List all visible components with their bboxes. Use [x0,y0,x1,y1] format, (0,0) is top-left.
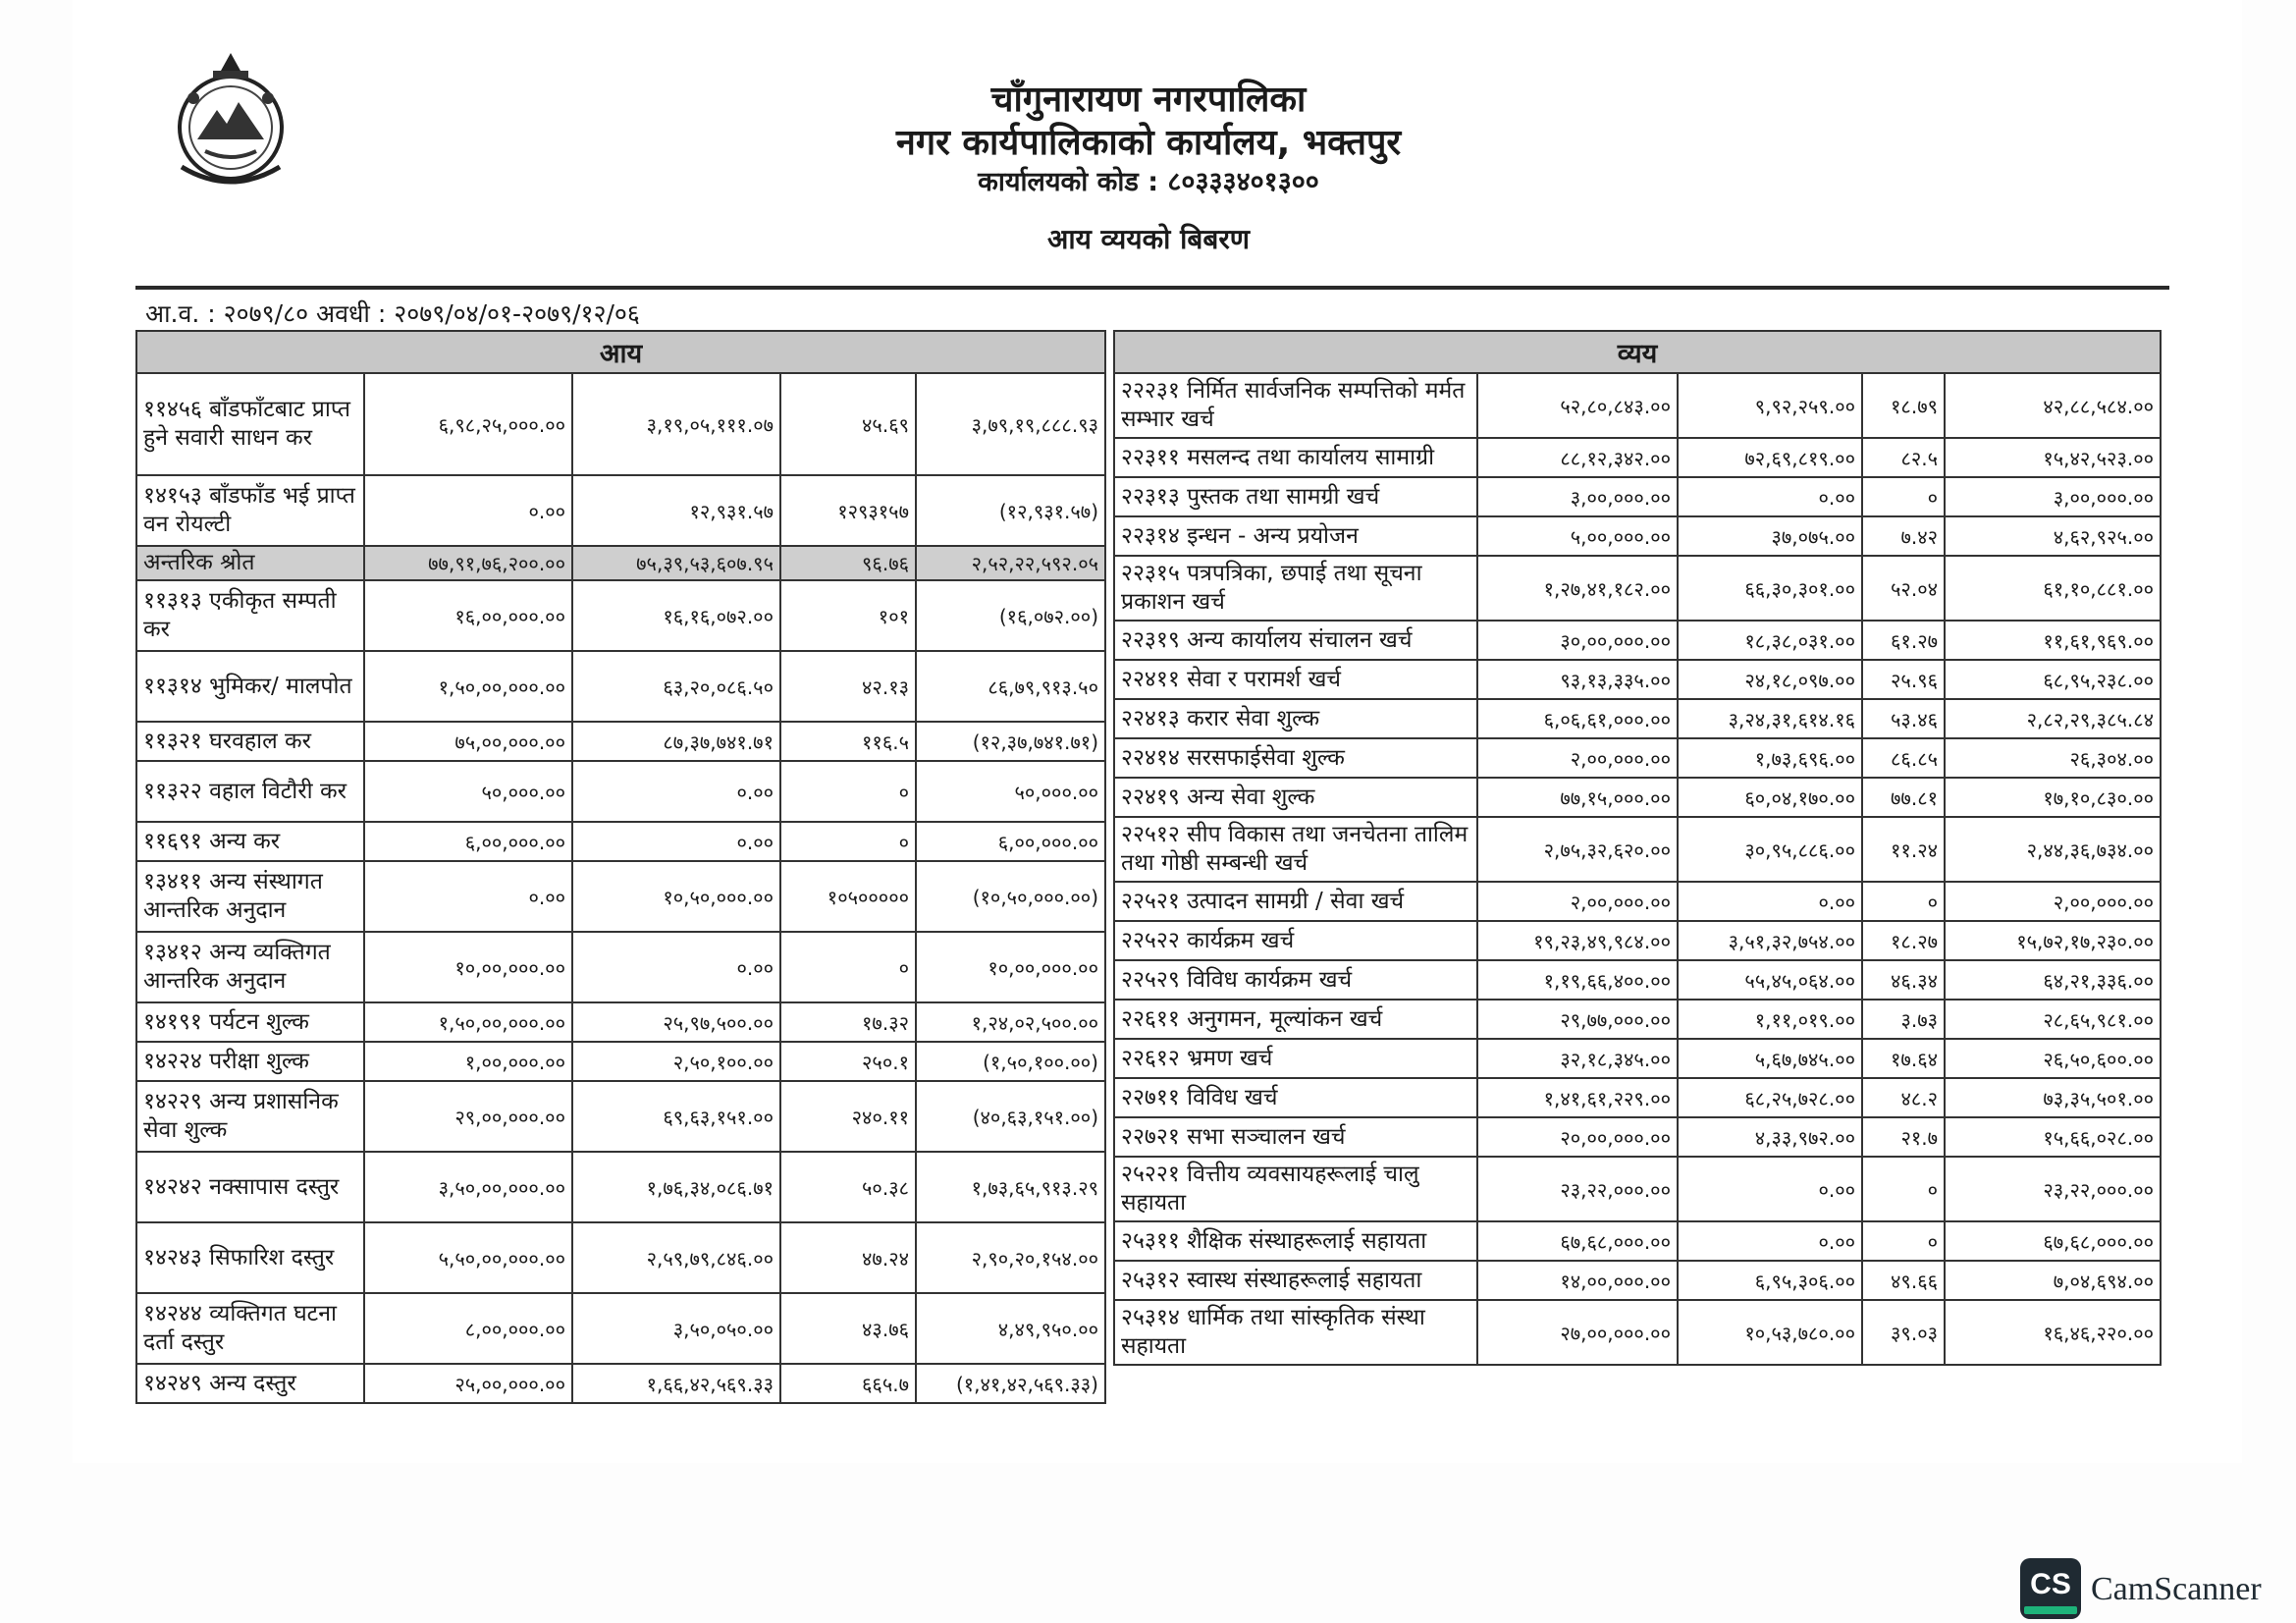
actual-cell: १८,३८,०३१.०० [1678,621,1862,660]
actual-cell: ०.०० [1678,1221,1862,1261]
actual-cell: ०.०० [1678,477,1862,516]
percent-cell: ६१.२७ [1862,621,1945,660]
budget-cell: ५०,०००.०० [364,761,572,822]
remaining-cell: ६७,६८,०००.०० [1945,1221,2161,1261]
percent-cell: २५.९६ [1862,660,1945,699]
account-name: २२६१२ भ्रमण खर्च [1114,1039,1477,1078]
actual-cell: ६३,२०,०८६.५० [572,651,780,722]
remaining-cell: (४०,६३,१५१.००) [916,1081,1105,1152]
actual-cell: ३,२४,३१,६१४.१६ [1678,699,1862,738]
actual-cell: ३७,०७५.०० [1678,516,1862,556]
table-row [136,1042,1105,1081]
percent-cell: ११६.५ [780,722,916,761]
budget-cell: २,७५,३२,६२०.०० [1477,817,1678,882]
percent-cell: २१.७ [1862,1117,1945,1157]
budget-cell: ८,००,०००.०० [364,1293,572,1364]
account-name: ११६९१ अन्य कर [136,822,364,861]
actual-cell: ९,९२,२५९.०० [1678,373,1862,438]
percent-cell: ५३.४६ [1862,699,1945,738]
actual-cell: २,५०,१००.०० [572,1042,780,1081]
budget-cell: २५,००,०००.०० [364,1364,572,1403]
percent-cell: १७.३२ [780,1002,916,1042]
budget-cell: ६७,६८,०००.०० [1477,1221,1678,1261]
remaining-cell: ६८,९५,२३८.०० [1945,660,2161,699]
actual-cell: ६९,६३,१५१.०० [572,1081,780,1152]
table-row [1114,438,2161,477]
budget-cell: ०.०० [364,475,572,546]
account-name: २२४१३ करार सेवा शुल्क [1114,699,1477,738]
actual-cell: १२,९३१.५७ [572,475,780,546]
account-name: ११३१४ भुमिकर/ मालपोत [136,651,364,722]
actual-cell: २,५९,७९,८४६.०० [572,1222,780,1293]
budget-cell: १४,००,०००.०० [1477,1261,1678,1300]
account-name: २२३१३ पुस्तक तथा सामग्री खर्च [1114,477,1477,516]
budget-cell: ३०,००,०००.०० [1477,621,1678,660]
budget-cell: १०,००,०००.०० [364,932,572,1002]
percent-cell: १२९३१५७ [780,475,916,546]
actual-cell: ६८,२५,७२८.०० [1678,1078,1862,1117]
actual-cell: ०.०० [572,761,780,822]
actual-cell: ०.०० [572,932,780,1002]
table-row [1114,921,2161,960]
table-row [1114,660,2161,699]
table-row [136,1002,1105,1042]
account-name: २२४११ सेवा र परामर्श खर्च [1114,660,1477,699]
budget-cell: २,००,०००.०० [1477,738,1678,778]
remaining-cell: (१२,९३१.५७) [916,475,1105,546]
account-name: २२३११ मसलन्द तथा कार्यालय सामाग्री [1114,438,1477,477]
budget-cell: १,२७,४१,१८२.०० [1477,556,1678,621]
percent-cell: १०१ [780,580,916,651]
actual-cell: १,७३,६९६.०० [1678,738,1862,778]
account-name: ११३१३ एकीकृत सम्पती कर [136,580,364,651]
remaining-cell: २,४४,३६,७३४.०० [1945,817,2161,882]
budget-cell: २७,००,०००.०० [1477,1300,1678,1365]
budget-cell: २९,७७,०००.०० [1477,1000,1678,1039]
actual-cell: २५,९७,५००.०० [572,1002,780,1042]
remaining-cell: १,७३,६५,९१३.२९ [916,1152,1105,1222]
budget-cell: २३,२२,०००.०० [1477,1157,1678,1221]
account-name: २२५२९ विविध कार्यक्रम खर्च [1114,960,1477,1000]
budget-cell: २,००,०००.०० [1477,882,1678,921]
remaining-cell: ६,००,०००.०० [916,822,1105,861]
percent-cell: ७७.८१ [1862,778,1945,817]
table-row [136,546,1105,580]
remaining-cell: ३,००,०००.०० [1945,477,2161,516]
percent-cell: ४६.३४ [1862,960,1945,1000]
percent-cell: ४८.२ [1862,1078,1945,1117]
percent-cell: ३९.०३ [1862,1300,1945,1365]
remaining-cell: २,८२,२९,३८५.८४ [1945,699,2161,738]
remaining-cell: (१,४१,४२,५६९.३३) [916,1364,1105,1403]
account-name: २२२३१ निर्मित सार्वजनिक सम्पत्तिको मर्मत सम्भार खर्च [1114,373,1477,438]
account-name: २२४१४ सरसफाईसेवा शुल्क [1114,738,1477,778]
percent-cell: ४९.६६ [1862,1261,1945,1300]
table-row [1114,556,2161,621]
actual-cell: १,७६,३४,०८६.७१ [572,1152,780,1222]
table-row [136,580,1105,651]
actual-cell: ६०,०४,१७०.०० [1678,778,1862,817]
actual-cell: ३,५१,३२,७५४.०० [1678,921,1862,960]
percent-cell: ४५.६९ [780,373,916,475]
percent-cell: २४०.११ [780,1081,916,1152]
table-row [1114,1221,2161,1261]
table-row [1114,1117,2161,1157]
actual-cell: ४,३३,९७२.०० [1678,1117,1862,1157]
budget-cell: ९३,१३,३३५.०० [1477,660,1678,699]
percent-cell: ११.२४ [1862,817,1945,882]
percent-cell: ० [1862,882,1945,921]
document-title: आय व्ययको बिबरण [1046,223,1251,255]
account-name: २२७११ विविध खर्च [1114,1078,1477,1117]
account-name: २२३१४ इन्धन - अन्य प्रयोजन [1114,516,1477,556]
budget-cell: ५२,८०,८४३.०० [1477,373,1678,438]
table-row [1114,1078,2161,1117]
percent-cell: ८२.५ [1862,438,1945,477]
table-row [136,1293,1105,1364]
remaining-cell: १,२४,०२,५००.०० [916,1002,1105,1042]
actual-cell: ६,९५,३०६.०० [1678,1261,1862,1300]
remaining-cell: (१६,०७२.००) [916,580,1105,651]
income-heading: आय [136,331,1105,373]
percent-cell: ५०.३८ [780,1152,916,1222]
percent-cell: ४३.७६ [780,1293,916,1364]
remaining-cell: २६,३०४.०० [1945,738,2161,778]
table-row [1114,817,2161,882]
percent-cell: ० [780,932,916,1002]
account-name: ११४५६ बाँडफाँटबाट प्राप्त हुने सवारी साधन कर [136,373,364,475]
account-name: २२५१२ सीप विकास तथा जनचेतना तालिम तथा गोष्ठी सम्बन्धी खर्च [1114,817,1477,882]
budget-cell: ३,५०,००,०००.०० [364,1152,572,1222]
percent-cell: १८.२७ [1862,921,1945,960]
percent-cell: ६६५.७ [780,1364,916,1403]
table-row [1114,778,2161,817]
actual-cell: १,६६,४२,५६९.३३ [572,1364,780,1403]
remaining-cell: ४,४९,९५०.०० [916,1293,1105,1364]
remaining-cell: १५,७२,१७,२३०.०० [1945,921,2161,960]
remaining-cell: ५०,०००.०० [916,761,1105,822]
income-table [135,330,1106,1404]
table-row [1114,1000,2161,1039]
account-name: १४२४३ सिफारिश दस्तुर [136,1222,364,1293]
account-name: २५३११ शैक्षिक संस्थाहरूलाई सहायता [1114,1221,1477,1261]
percent-cell: ० [1862,477,1945,516]
remaining-cell: २,९०,२०,१५४.०० [916,1222,1105,1293]
budget-cell: ०.०० [364,861,572,932]
account-name: १४२४२ नक्सापास दस्तुर [136,1152,364,1222]
percent-cell: ८६.८५ [1862,738,1945,778]
percent-cell: १७.६४ [1862,1039,1945,1078]
percent-cell: १०५००००० [780,861,916,932]
budget-cell: ५,५०,००,०००.०० [364,1222,572,1293]
percent-cell: १८.७९ [1862,373,1945,438]
table-row [1114,621,2161,660]
account-name: १४१५३ बाँडफाँड भई प्राप्त वन रोयल्टी [136,475,364,546]
actual-cell: २४,१८,०९७.०० [1678,660,1862,699]
budget-cell: ६,००,०००.०० [364,822,572,861]
budget-cell: १९,२३,४९,९८४.०० [1477,921,1678,960]
account-name: १४२४४ व्यक्तिगत घटना दर्ता दस्तुर [136,1293,364,1364]
percent-cell: ३.७३ [1862,1000,1945,1039]
remaining-cell: १०,००,०००.०० [916,932,1105,1002]
budget-cell: ८८,१२,३४२.०० [1477,438,1678,477]
nepal-government-emblem [162,49,299,191]
actual-cell: ६६,३०,३०१.०० [1678,556,1862,621]
office-name: नगर कार्यपालिकाको कार्यालय, भक्तपुर [895,123,1402,163]
table-row [136,1364,1105,1403]
table-row [1114,1039,2161,1078]
remaining-cell: ३,७९,१९,८८८.९३ [916,373,1105,475]
percent-cell: ४२.१३ [780,651,916,722]
remaining-cell: ७३,३५,५०१.०० [1945,1078,2161,1117]
budget-cell: २९,००,०००.०० [364,1081,572,1152]
percent-cell: ५२.०४ [1862,556,1945,621]
actual-cell: ०.०० [1678,1157,1862,1221]
budget-cell: २०,००,०००.०० [1477,1117,1678,1157]
remaining-cell: २८,६५,९८१.०० [1945,1000,2161,1039]
table-row [136,1222,1105,1293]
actual-cell: ५५,४५,०६४.०० [1678,960,1862,1000]
table-row [136,1152,1105,1222]
account-name: २२३१९ अन्य कार्यालय संचालन खर्च [1114,621,1477,660]
percent-cell: ० [780,822,916,861]
table-row [136,761,1105,822]
account-name: १३४१२ अन्य व्यक्तिगत आन्तरिक अनुदान [136,932,364,1002]
account-name: २२५२१ उत्पादन सामग्री / सेवा खर्च [1114,882,1477,921]
budget-cell: १६,००,०००.०० [364,580,572,651]
fiscal-period: आ.व. : २०७९/८० अवधी : २०७९/०४/०१-२०७९/१२/०६ [145,299,640,328]
account-name: २२७२१ सभा सञ्चालन खर्च [1114,1117,1477,1157]
remaining-cell: १५,४२,५२३.०० [1945,438,2161,477]
budget-cell: ५,००,०००.०० [1477,516,1678,556]
actual-cell: ३,१९,०५,१११.०७ [572,373,780,475]
office-code: कार्यालयको कोड : ८०३३३४०१३०० [978,167,1319,197]
percent-cell: ० [780,761,916,822]
remaining-cell: २,००,०००.०० [1945,882,2161,921]
table-row [1114,738,2161,778]
budget-cell: ७७,१५,०००.०० [1477,778,1678,817]
account-name: अन्तरिक श्रोत [136,546,364,580]
budget-cell: १,४१,६१,२२९.०० [1477,1078,1678,1117]
table-row [1114,373,2161,438]
table-row [136,822,1105,861]
actual-cell: १,११,०१९.०० [1678,1000,1862,1039]
expense-table [1113,330,2162,1366]
table-row [1114,699,2161,738]
account-name: २२३१५ पत्रपत्रिका, छपाई तथा सूचना प्रकाशन खर्च [1114,556,1477,621]
account-name: ११३२२ वहाल विटौरी कर [136,761,364,822]
remaining-cell: १५,६६,०२८.०० [1945,1117,2161,1157]
remaining-cell: ६४,२१,३३६.०० [1945,960,2161,1000]
budget-cell: ७५,००,०००.०० [364,722,572,761]
actual-cell: १०,५०,०००.०० [572,861,780,932]
table-row [136,651,1105,722]
remaining-cell: (१०,५०,०००.००) [916,861,1105,932]
table-row [136,932,1105,1002]
table-row [1114,1157,2161,1221]
budget-cell: १,५०,००,०००.०० [364,1002,572,1042]
municipality-name: चाँगुनारायण नगरपालिका [990,80,1307,120]
actual-cell: ३,५०,०५०.०० [572,1293,780,1364]
remaining-cell: (१२,३७,७४१.७१) [916,722,1105,761]
table-row [136,861,1105,932]
remaining-cell: २६,५०,६००.०० [1945,1039,2161,1078]
remaining-cell: २३,२२,०००.०० [1945,1157,2161,1221]
percent-cell: २५०.१ [780,1042,916,1081]
actual-cell: ५,६७,७४५.०० [1678,1039,1862,1078]
percent-cell: ९६.७६ [780,546,916,580]
camscanner-logo-icon: CS [2020,1558,2081,1619]
table-row [136,722,1105,761]
remaining-cell: ११,६१,९६९.०० [1945,621,2161,660]
table-row [1114,960,2161,1000]
remaining-cell: ६१,१०,८८१.०० [1945,556,2161,621]
actual-cell: ७२,६९,८१९.०० [1678,438,1862,477]
actual-cell: ३०,९५,८८६.०० [1678,817,1862,882]
remaining-cell: ८६,७९,९१३.५० [916,651,1105,722]
budget-cell: १,५०,००,०००.०० [364,651,572,722]
remaining-cell: २,५२,२२,५९२.०५ [916,546,1105,580]
account-name: ११३२१ घरवहाल कर [136,722,364,761]
camscanner-watermark: CamScanner [2091,1571,2262,1607]
table-row [1114,477,2161,516]
percent-cell: ४७.२४ [780,1222,916,1293]
percent-cell: ० [1862,1157,1945,1221]
table-row [136,373,1105,475]
actual-cell: ८७,३७,७४१.७१ [572,722,780,761]
actual-cell: ०.०० [1678,882,1862,921]
account-name: १४२४९ अन्य दस्तुर [136,1364,364,1403]
camscanner-logo-bar [2024,1606,2077,1614]
remaining-cell: ४,६२,९२५.०० [1945,516,2161,556]
table-row [136,475,1105,546]
budget-cell: ७७,९१,७६,२००.०० [364,546,572,580]
percent-cell: ७.४२ [1862,516,1945,556]
office-header [785,79,1512,200]
account-name: २५३१२ स्वास्थ संस्थाहरूलाई सहायता [1114,1261,1477,1300]
budget-cell: ३,००,०००.०० [1477,477,1678,516]
remaining-cell: १६,४६,२२०.०० [1945,1300,2161,1365]
account-name: २२५२२ कार्यक्रम खर्च [1114,921,1477,960]
remaining-cell: १७,१०,८३०.०० [1945,778,2161,817]
account-name: २२४१९ अन्य सेवा शुल्क [1114,778,1477,817]
expense-heading: व्यय [1114,331,2161,373]
table-row [1114,882,2161,921]
account-name: १३४११ अन्य संस्थागत आन्तरिक अनुदान [136,861,364,932]
budget-cell: ६,०६,६१,०००.०० [1477,699,1678,738]
table-row [136,1081,1105,1152]
percent-cell: ० [1862,1221,1945,1261]
actual-cell: ७५,३९,५३,६०७.९५ [572,546,780,580]
budget-cell: १,००,०००.०० [364,1042,572,1081]
remaining-cell: ७,०४,६९४.०० [1945,1261,2161,1300]
budget-cell: ६,९८,२५,०००.०० [364,373,572,475]
header-divider [135,286,2169,290]
account-name: २२६११ अनुगमन, मूल्यांकन खर्च [1114,1000,1477,1039]
remaining-cell: ४२,८८,५८४.०० [1945,373,2161,438]
account-name: १४१९१ पर्यटन शुल्क [136,1002,364,1042]
actual-cell: १०,५३,७८०.०० [1678,1300,1862,1365]
budget-cell: ३२,१८,३४५.०० [1477,1039,1678,1078]
account-name: १४२२९ अन्य प्रशासनिक सेवा शुल्क [136,1081,364,1152]
remaining-cell: (१,५०,१००.००) [916,1042,1105,1081]
actual-cell: १६,१६,०७२.०० [572,580,780,651]
account-name: १४२२४ परीक्षा शुल्क [136,1042,364,1081]
table-row [1114,1261,2161,1300]
account-name: २५२२१ वित्तीय व्यवसायहरूलाई चालु सहायता [1114,1157,1477,1221]
account-name: २५३१४ धार्मिक तथा सांस्कृतिक संस्था सहायता [1114,1300,1477,1365]
budget-cell: १,१९,६६,४००.०० [1477,960,1678,1000]
actual-cell: ०.०० [572,822,780,861]
table-row [1114,516,2161,556]
table-row [1114,1300,2161,1365]
